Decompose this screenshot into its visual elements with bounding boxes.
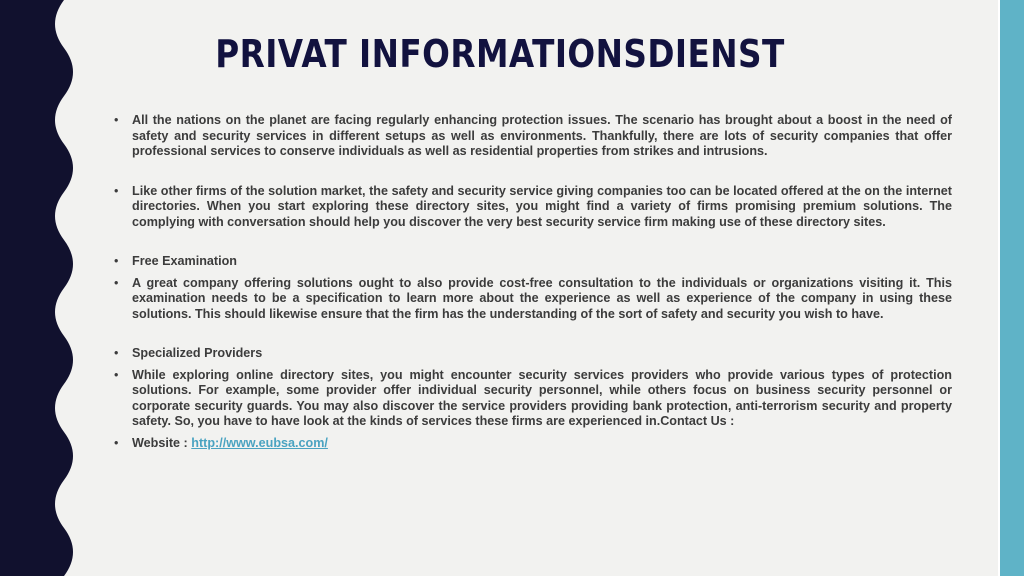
page-title: PRIVAT INFORMATIONSDIENST <box>215 32 785 76</box>
bullet-item <box>112 346 952 362</box>
bullet-dot-icon: • <box>114 346 119 360</box>
website-link[interactable]: http://www.eubsa.com/ <box>191 435 328 450</box>
right-accent-bar <box>1000 0 1024 576</box>
bullet-heading: Specialized Providers <box>132 346 263 360</box>
website-label: Website : <box>132 435 192 450</box>
bullet-dot-icon: • <box>114 275 119 290</box>
bullet-text: While exploring online directory sites, you might encounter security services providers who provide various types of protection solutions. For example, some provider offer individual security personnel, while others focus on business security personnel or corporate security guards. You may also discover the service providers providing bank protection, anti-terrorism security and property safety. So, you have to have look at the kinds of services these firms are experienced in.Contact Us : <box>132 367 952 428</box>
bullet-item <box>112 368 952 430</box>
bullet-item <box>112 113 952 160</box>
bullet-text: A great company offering solutions ought to also provide cost-free consultation to the individuals or organizations visiting it. This examination needs to be a specification to learn more about the experience as well as experience of the company in using these solutions. This should likewise ensure that the firm has the understanding of the sort of safety and security you wish to have. <box>132 275 952 321</box>
bullet-dot-icon: • <box>114 435 119 450</box>
bullet-dot-icon: • <box>114 254 119 268</box>
bullet-item <box>112 436 952 452</box>
bullet-heading: Free Examination <box>132 254 237 268</box>
bullet-item <box>112 254 952 270</box>
bullet-dot-icon: • <box>114 183 119 198</box>
bullet-text: All the nations on the planet are facing regularly enhancing protection issues. The scenario has brought about a boost in the need of safety and security services in different setups as well as environments. Thankfully, there are lots of security companies that offer professional services to conserve individuals as well as residential properties from strikes and intrusions. <box>132 113 952 158</box>
bullet-list <box>112 113 952 457</box>
bullet-text: Like other firms of the solution market, the safety and security service giving companies too can be located offered at the on the internet directories. When you start exploring these directory sites, you might find a variety of firms promising premium solutions. The complying with conversation should help you discover the very best security service firm making use of these directory sites. <box>132 183 952 229</box>
bullet-item <box>112 184 952 231</box>
left-wave-decoration <box>0 0 80 576</box>
bullet-dot-icon: • <box>114 367 119 382</box>
bullet-item <box>112 276 952 323</box>
bullet-dot-icon: • <box>114 113 119 127</box>
